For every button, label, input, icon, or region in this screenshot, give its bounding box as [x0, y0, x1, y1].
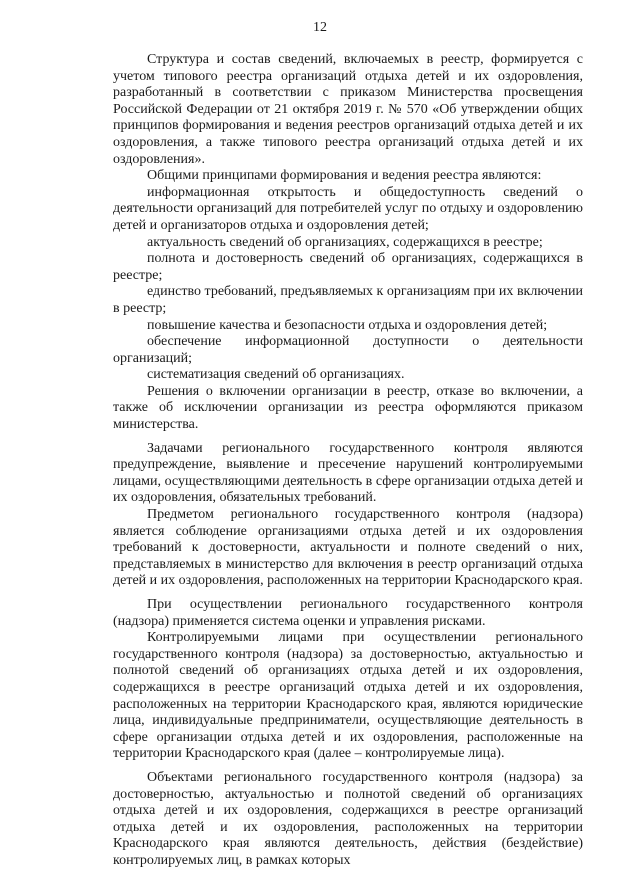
paragraph: повышение качества и безопасности отдыха и оздоровления детей;: [147, 317, 548, 333]
document-body: [113, 52, 583, 870]
paragraph: информационная открытость и общедоступность сведений о деятельности организаций для потребителей услуг по отдыху и оздоровлению детей и организаторов отдыха и оздоровления детей;: [113, 184, 583, 233]
paragraph: Общими принципами формирования и ведения реестра являются:: [147, 168, 542, 184]
paragraph: систематизация сведений об организациях.: [147, 367, 405, 383]
paragraph: единство требований, предъявляемых к организациям при их включении в реестр;: [113, 284, 583, 316]
paragraph: Контролируемыми лицами при осуществлении регионального государственного контроля (надзора) за достоверностью, актуальностью и полнотой сведений об организациях отдыха детей и их оздоровления, содержащихся в реестре организаций отдыха детей и их оздоровления, расположенных на территории Краснодарского края, являются юридические лица, индивидуальные предприниматели, осуществляющие деятельность в сфере организации отдыха детей и их оздоровления, расположенные на территории Краснодарского края (далее – контролируемые лица).: [113, 630, 583, 762]
paragraph: Предметом регионального государственного контроля (надзора) является соблюдение организациями отдыха детей и их оздоровления требований к достоверности, актуальности и полноте сведений о них, представляемых в министерство для включения в реестр организаций отдыха детей и их оздоровления, расположенных на территории Краснодарского края.: [113, 507, 583, 589]
paragraph: Объектами регионального государственного контроля (надзора) за достоверностью, актуальностью и полнотой сведений об организациях отдыха детей и их оздоровления, содержащихся в реестре организаций отдыха детей и их оздоровления, расположенных на территории Краснодарского края являются деятельность, действия (бездействие) контролируемых лиц, в рамках которых: [113, 769, 583, 868]
paragraph: Задачами регионального государственного контроля являются предупреждение, выявление и пресечение нарушений контролируемыми лицами, осуществляющими деятельность в сфере организации отдыха детей и их оздоровления, обязательных требований.: [113, 440, 583, 506]
paragraph: актуальность сведений об организациях, содержащихся в реестре;: [147, 234, 543, 250]
paragraph: Структура и состав сведений, включаемых в реестр, формируется с учетом типового реестра организаций отдыха детей и их оздоровления, разработанный в соответствии с приказом Министерства просвещения Российской Федерации от 21 октября 2019 г. № 570 «Об утверждении общих принципов формирования и ведения реестров организаций отдыха детей и их оздоровления, а также типового реестра организаций отдыха детей и их оздоровления».: [113, 52, 583, 167]
paragraph: Решения о включении организации в реестр, отказе во включении, а также об исключении организации из реестра оформляются приказом министерства.: [113, 383, 583, 433]
paragraph: При осуществлении регионального государственного контроля (надзора) применяется система оценки и управления рисками.: [113, 597, 583, 629]
page-number: 12: [313, 20, 327, 35]
paragraph: обеспечение информационной доступности о деятельности организаций;: [113, 334, 583, 366]
paragraph: полнота и достоверность сведений об организациях, содержащихся в реестре;: [113, 251, 583, 283]
